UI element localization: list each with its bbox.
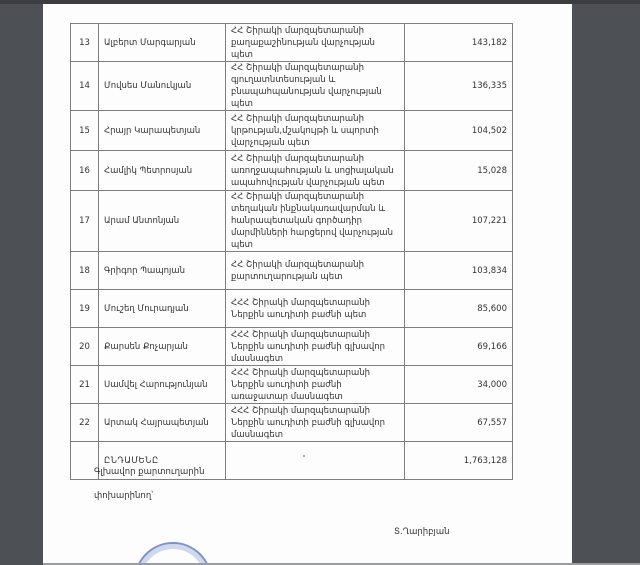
signatory-title-line1: Գլխավոր քարտուղարին (94, 467, 205, 477)
amount: 85,600 (405, 290, 513, 328)
employee-name: Մուշեղ Մուրադյան (99, 290, 226, 328)
table-row (71, 24, 513, 62)
employee-position: ՀՀ Շիրակի մարզպետարանի գյուղատնտեսության և բնապահպանության վարչության պետ (226, 62, 405, 111)
employee-name: Արամ Անտոնյան (99, 191, 226, 252)
total-amount: 1,763,128 (405, 442, 513, 480)
amount: 69,166 (405, 328, 513, 366)
employee-position: ՀՀ Շիրակի մարզպետարանի տեղական ինքնակառավարման և հանրապետական գործադիր մարմինների հարցերով վարչության պետ (226, 191, 405, 252)
employee-name: Սամվել Հարությունյան (99, 366, 226, 404)
amount: 136,335 (405, 62, 513, 111)
employee-name: Մովսես Մանուկյան (99, 62, 226, 111)
row-number: 15 (71, 111, 99, 151)
row-number: 22 (71, 404, 99, 442)
document-page (43, 4, 572, 565)
amount: 67,557 (405, 404, 513, 442)
signatory-name: Տ.Ղարիբյան (394, 527, 450, 537)
table-row (71, 62, 513, 111)
table-row (71, 404, 513, 442)
employee-name: Արտակ Հայրապետյան (99, 404, 226, 442)
amount: 103,834 (405, 252, 513, 290)
table-row (71, 191, 513, 252)
row-number: 19 (71, 290, 99, 328)
table-row (71, 151, 513, 191)
amount: 15,028 (405, 151, 513, 191)
total-label: ԸՆԴԱՄԵՆԸ (99, 442, 226, 480)
table-row (71, 366, 513, 404)
position-empty (226, 442, 405, 480)
row-number: 17 (71, 191, 99, 252)
amount: 104,502 (405, 111, 513, 151)
row-number: 18 (71, 252, 99, 290)
employee-position: ՀՀ Շիրակի մարզպետարանի քաղաքաշինության վարչության պետ (226, 24, 405, 62)
amount: 107,221 (405, 191, 513, 252)
table-row (71, 111, 513, 151)
salary-table (70, 23, 513, 480)
employee-name: Քարսեն Քոչարյան (99, 328, 226, 366)
amount: 143,182 (405, 24, 513, 62)
official-seal-icon (134, 542, 212, 565)
employee-name: Գրիգոր Պապոյան (99, 252, 226, 290)
table-row (71, 252, 513, 290)
employee-name: Համլիկ Պետրոսյան (99, 151, 226, 191)
employee-position: ՀՀՀ Շիրակի մարզպետարանի Ներքին աուդիտի բաժնի գլխավոր մասնագետ (226, 328, 405, 366)
employee-position: ՀՀ Շիրակի մարզպետարանի կրթության,մշակույթի և սպորտի վարչության պետ (226, 111, 405, 151)
employee-position: ՀՀՀ Շիրակի մարզպետարանի Ներքին աուդիտի բաժնի պետ (226, 290, 405, 328)
row-number: 14 (71, 62, 99, 111)
row-number: 13 (71, 24, 99, 62)
table-row (71, 290, 513, 328)
row-number: 16 (71, 151, 99, 191)
amount: 34,000 (405, 366, 513, 404)
table-row (71, 328, 513, 366)
employee-name: Ալբերտ Մարգարյան (99, 24, 226, 62)
row-number: 20 (71, 328, 99, 366)
employee-name: Հրայր Կարապետյան (99, 111, 226, 151)
employee-position: ՀՀՀ Շիրակի մարզպետարանի Ներքին աուդիտի բաժնի գլխավոր մասնագետ (226, 404, 405, 442)
row-number: 21 (71, 366, 99, 404)
employee-position: ՀՀ Շիրակի մարզպետարանի քարտուղարության պետ (226, 252, 405, 290)
signatory-title-line2: փոխարինող՝ (94, 491, 154, 501)
employee-position: ՀՀ Շիրակի մարզպետարանի առողջապահության և սոցիալական ապահովության վարչության պետ (226, 151, 405, 191)
employee-position: ՀՀՀ Շիրակի մարզպետարանի Ներքին աուդիտի բաժնի առաջատար մասնագետ (226, 366, 405, 404)
scan-speck (303, 455, 305, 457)
